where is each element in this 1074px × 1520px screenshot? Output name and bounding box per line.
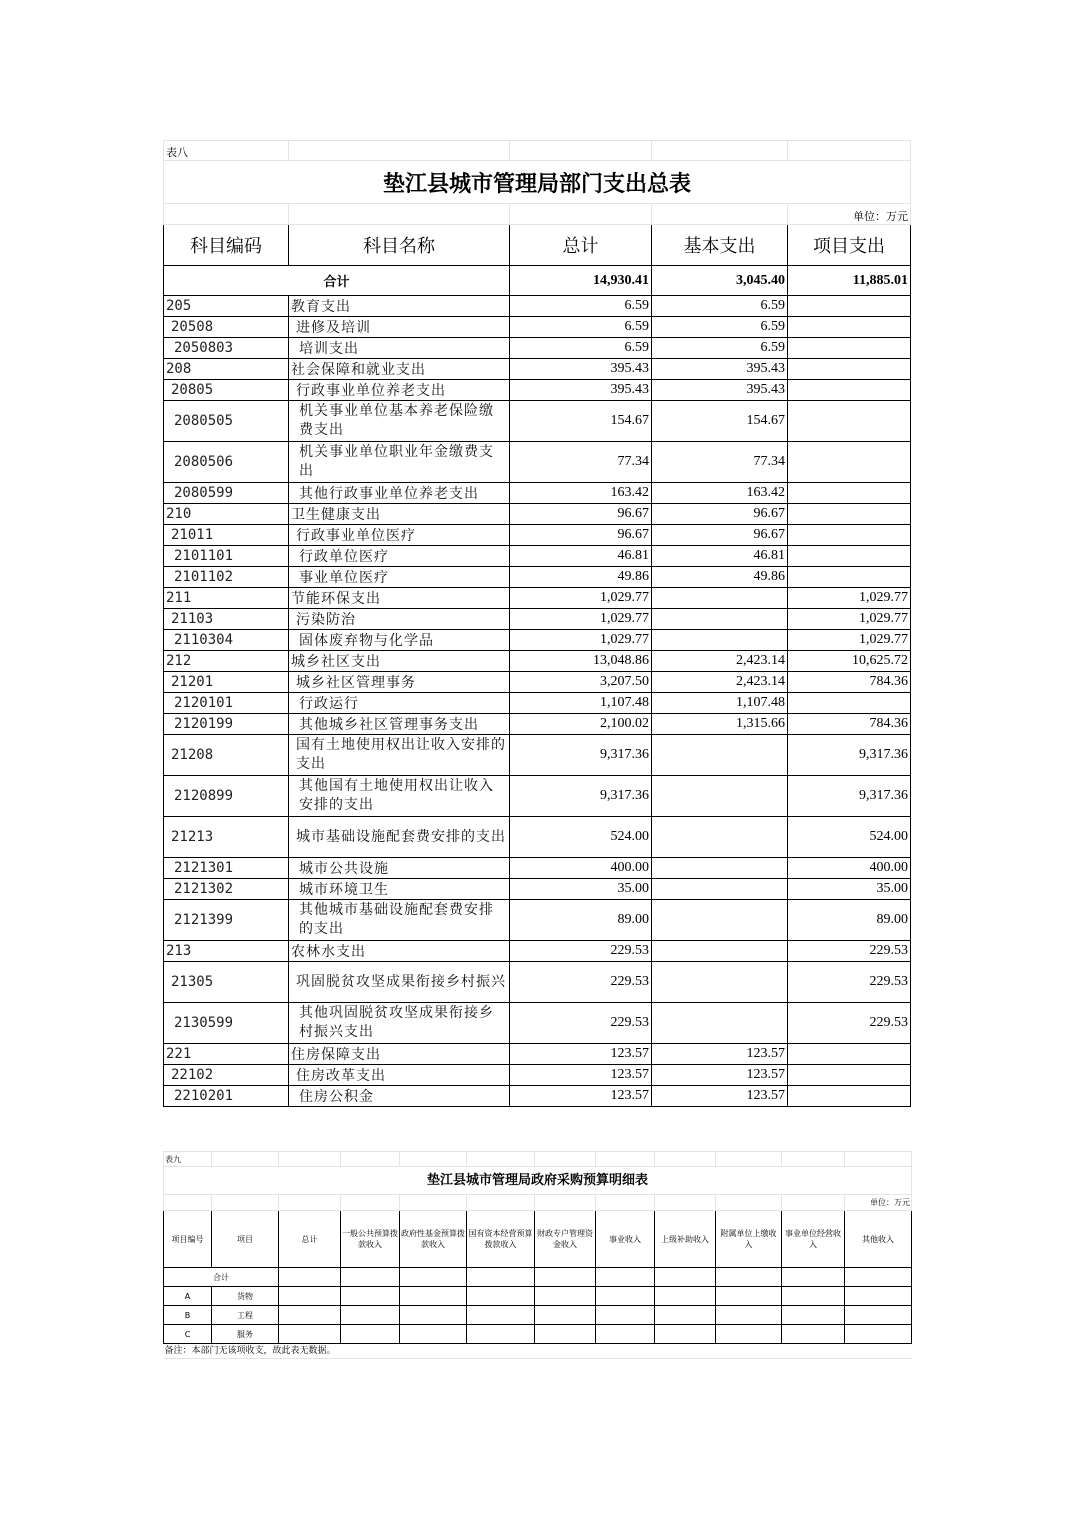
subject-code: 21305 [164, 962, 289, 1003]
subject-name: 行政事业单位医疗 [289, 525, 510, 546]
project-value: 524.00 [788, 817, 911, 858]
total-value: 395.43 [510, 359, 652, 380]
subject-name: 巩固脱贫攻坚成果衔接乡村振兴 [289, 962, 510, 1003]
basic-value: 77.34 [652, 442, 788, 483]
table-row [164, 525, 911, 546]
total-value: 77.34 [510, 442, 652, 483]
expenditure-summary-table [163, 140, 911, 1107]
table-row [164, 693, 911, 714]
header-name: 科目名称 [289, 225, 510, 266]
table-row [164, 858, 911, 879]
header-code: 科目编码 [164, 225, 289, 266]
subject-code: 2120199 [164, 714, 289, 735]
project-value [788, 1044, 911, 1065]
table9-empty-cell [782, 1287, 845, 1306]
basic-value [652, 630, 788, 651]
table-row [164, 879, 911, 900]
table9-empty-cell [279, 1325, 341, 1344]
table9-item-name: 货物 [212, 1287, 279, 1306]
project-value [788, 338, 911, 359]
total-value: 9,317.36 [510, 776, 652, 817]
total-value: 524.00 [510, 817, 652, 858]
table-row [164, 900, 911, 941]
table-row [164, 776, 911, 817]
table9-empty-cell [845, 1325, 912, 1344]
table-row [164, 1044, 911, 1065]
project-value: 229.53 [788, 941, 911, 962]
basic-value: 395.43 [652, 359, 788, 380]
table9-tag-row [164, 1152, 912, 1167]
project-value [788, 359, 911, 380]
total-value: 35.00 [510, 879, 652, 900]
table-row [164, 714, 911, 735]
table-row [164, 359, 911, 380]
basic-value [652, 941, 788, 962]
basic-value [652, 817, 788, 858]
table-row [164, 442, 911, 483]
project-value: 9,317.36 [788, 735, 911, 776]
table9-item-code: B [164, 1306, 212, 1325]
subject-code: 2080506 [164, 442, 289, 483]
table-row [164, 567, 911, 588]
subject-name: 其他巩固脱贫攻坚成果衔接乡村振兴支出 [289, 1003, 510, 1044]
table9-empty-cell [716, 1325, 782, 1344]
project-value: 784.36 [788, 672, 911, 693]
basic-value: 96.67 [652, 504, 788, 525]
table-row [164, 588, 911, 609]
subject-code: 21201 [164, 672, 289, 693]
basic-value [652, 962, 788, 1003]
total-value: 1,029.77 [510, 609, 652, 630]
project-value [788, 504, 911, 525]
table-row [164, 546, 911, 567]
table9-header-cell: 国有资本经营预算拨款收入 [467, 1211, 535, 1268]
project-value [788, 317, 911, 338]
subject-name: 其他行政事业单位养老支出 [289, 483, 510, 504]
subject-name: 培训支出 [289, 338, 510, 359]
basic-value: 123.57 [652, 1044, 788, 1065]
table-row [164, 296, 911, 317]
table9-header-cell: 上级补助收入 [655, 1211, 716, 1268]
subject-name: 机关事业单位基本养老保险缴费支出 [289, 401, 510, 442]
total-value: 123.57 [510, 1044, 652, 1065]
subject-name: 其他城乡社区管理事务支出 [289, 714, 510, 735]
total-value: 89.00 [510, 900, 652, 941]
subject-name: 机关事业单位职业年金缴费支出 [289, 442, 510, 483]
table9-item-code: A [164, 1287, 212, 1306]
subject-name: 住房保障支出 [289, 1044, 510, 1065]
table-row [164, 338, 911, 359]
subject-code: 211 [164, 588, 289, 609]
subject-name: 城市环境卫生 [289, 879, 510, 900]
table-row [164, 1003, 911, 1044]
table9-empty-cell [341, 1287, 400, 1306]
table9-header-cell: 项目编号 [164, 1211, 212, 1268]
subject-name: 其他城市基础设施配套费安排的支出 [289, 900, 510, 941]
subject-name: 污染防治 [289, 609, 510, 630]
total-row [164, 266, 911, 296]
total-value: 2,100.02 [510, 714, 652, 735]
basic-value: 96.67 [652, 525, 788, 546]
subject-code: 2210201 [164, 1086, 289, 1107]
project-value [788, 567, 911, 588]
header-basic: 基本支出 [652, 225, 788, 266]
table-row [164, 504, 911, 525]
subject-code: 2110304 [164, 630, 289, 651]
total-value: 400.00 [510, 858, 652, 879]
table9-empty-cell [341, 1325, 400, 1344]
table9-empty-cell [596, 1287, 655, 1306]
table9-header-cell: 事业单位经营收入 [782, 1211, 845, 1268]
subject-name: 社会保障和就业支出 [289, 359, 510, 380]
table-row [164, 672, 911, 693]
table9-header-cell: 项目 [212, 1211, 279, 1268]
total-value: 395.43 [510, 380, 652, 401]
total-value: 123.57 [510, 1065, 652, 1086]
table9-empty-cell [655, 1306, 716, 1325]
project-value: 10,625.72 [788, 651, 911, 672]
project-value [788, 525, 911, 546]
table9-header-cell: 事业收入 [596, 1211, 655, 1268]
table9-empty-cell [655, 1325, 716, 1344]
table9-empty-cell [782, 1325, 845, 1344]
table9-empty-cell [716, 1306, 782, 1325]
total-value: 6.59 [510, 317, 652, 338]
total-value: 46.81 [510, 546, 652, 567]
project-value: 89.00 [788, 900, 911, 941]
table9-empty-cell [400, 1306, 467, 1325]
table9-empty-cell [400, 1287, 467, 1306]
table9-unit-row [164, 1195, 912, 1211]
subject-code: 21103 [164, 609, 289, 630]
project-value: 1,029.77 [788, 609, 911, 630]
basic-value [652, 858, 788, 879]
basic-value [652, 609, 788, 630]
total-value: 229.53 [510, 962, 652, 1003]
subject-code: 2121399 [164, 900, 289, 941]
basic-value: 6.59 [652, 338, 788, 359]
project-value [788, 401, 911, 442]
subject-code: 212 [164, 651, 289, 672]
table9-empty-cell [467, 1325, 535, 1344]
total-value: 13,048.86 [510, 651, 652, 672]
table-row [164, 483, 911, 504]
total-value: 154.67 [510, 401, 652, 442]
table-row [164, 1065, 911, 1086]
table-row [164, 609, 911, 630]
project-value: 229.53 [788, 1003, 911, 1044]
table9-empty-cell [535, 1287, 596, 1306]
table9-total-label: 合计 [164, 1268, 279, 1287]
basic-value [652, 735, 788, 776]
table9-item-code: C [164, 1325, 212, 1344]
basic-value [652, 1003, 788, 1044]
table9-title: 垫江县城市管理局政府采购预算明细表 [164, 1167, 912, 1195]
table9-empty-cell [341, 1306, 400, 1325]
subject-name: 节能环保支出 [289, 588, 510, 609]
project-value: 1,029.77 [788, 588, 911, 609]
basic-value: 6.59 [652, 317, 788, 338]
project-value: 9,317.36 [788, 776, 911, 817]
table9-empty-cell [596, 1306, 655, 1325]
project-value [788, 693, 911, 714]
subject-name: 行政事业单位养老支出 [289, 380, 510, 401]
table9-empty-cell [596, 1325, 655, 1344]
basic-value: 163.42 [652, 483, 788, 504]
table9-tag: 表九 [164, 1152, 212, 1167]
subject-name: 住房改革支出 [289, 1065, 510, 1086]
total-value: 1,029.77 [510, 630, 652, 651]
total-value: 6.59 [510, 296, 652, 317]
project-value: 400.00 [788, 858, 911, 879]
table9-note-row [164, 1344, 912, 1359]
subject-code: 205 [164, 296, 289, 317]
table9-item-name: 服务 [212, 1325, 279, 1344]
table9-header-cell: 一般公共预算拨款收入 [341, 1211, 400, 1268]
title-row [164, 161, 911, 204]
subject-name: 进修及培训 [289, 317, 510, 338]
header-project: 项目支出 [788, 225, 911, 266]
subject-code: 2121301 [164, 858, 289, 879]
subject-code: 2080505 [164, 401, 289, 442]
project-value [788, 1086, 911, 1107]
table9-empty-cell [467, 1306, 535, 1325]
subject-code: 2101102 [164, 567, 289, 588]
basic-value [652, 879, 788, 900]
table9-header-row [164, 1211, 912, 1268]
table9-empty-cell [535, 1325, 596, 1344]
project-value: 35.00 [788, 879, 911, 900]
subject-code: 21208 [164, 735, 289, 776]
table9-unit: 单位：万元 [845, 1195, 912, 1211]
table-row [164, 380, 911, 401]
table9-item-name: 工程 [212, 1306, 279, 1325]
table9-empty-cell [279, 1306, 341, 1325]
subject-code: 2130599 [164, 1003, 289, 1044]
total-value: 1,107.48 [510, 693, 652, 714]
subject-name: 城乡社区支出 [289, 651, 510, 672]
table-row [164, 962, 911, 1003]
table9-empty-cell [845, 1306, 912, 1325]
procurement-budget-table [163, 1151, 912, 1359]
subject-code: 2120101 [164, 693, 289, 714]
table9-row [164, 1306, 912, 1325]
table9-note: 备注：本部门无该项收支，故此表无数据。 [164, 1344, 912, 1359]
subject-name: 固体废弃物与化学品 [289, 630, 510, 651]
total-value: 49.86 [510, 567, 652, 588]
total-value: 229.53 [510, 1003, 652, 1044]
table-row [164, 1086, 911, 1107]
total-value: 6.59 [510, 338, 652, 359]
total-value: 123.57 [510, 1086, 652, 1107]
table9-total-row [164, 1268, 912, 1287]
total-basic: 3,045.40 [652, 266, 788, 296]
total-value: 9,317.36 [510, 735, 652, 776]
subject-code: 221 [164, 1044, 289, 1065]
subject-name: 农林水支出 [289, 941, 510, 962]
basic-value: 395.43 [652, 380, 788, 401]
basic-value: 49.86 [652, 567, 788, 588]
basic-value: 1,315.66 [652, 714, 788, 735]
project-value [788, 1065, 911, 1086]
basic-value: 123.57 [652, 1086, 788, 1107]
total-label: 合计 [164, 266, 510, 296]
subject-code: 208 [164, 359, 289, 380]
project-value: 784.36 [788, 714, 911, 735]
expenditure-rows [164, 296, 911, 1107]
basic-value: 123.57 [652, 1065, 788, 1086]
unit-row [164, 204, 911, 225]
header-row [164, 225, 911, 266]
table9-row [164, 1287, 912, 1306]
subject-name: 行政单位医疗 [289, 546, 510, 567]
table9-header-cell: 其他收入 [845, 1211, 912, 1268]
basic-value: 2,423.14 [652, 651, 788, 672]
subject-code: 20508 [164, 317, 289, 338]
table9-empty-cell [467, 1287, 535, 1306]
subject-code: 210 [164, 504, 289, 525]
table9-empty-cell [535, 1306, 596, 1325]
basic-value [652, 900, 788, 941]
table9-header-cell: 政府性基金预算拨款收入 [400, 1211, 467, 1268]
table-row [164, 630, 911, 651]
subject-code: 22102 [164, 1065, 289, 1086]
table-row [164, 817, 911, 858]
table9-empty-cell [655, 1287, 716, 1306]
subject-name: 卫生健康支出 [289, 504, 510, 525]
table9-header-cell: 附属单位上缴收入 [716, 1211, 782, 1268]
table9-row [164, 1325, 912, 1344]
unit-label: 单位：万元 [788, 204, 911, 225]
basic-value: 2,423.14 [652, 672, 788, 693]
subject-name: 国有土地使用权出让收入安排的支出 [289, 735, 510, 776]
table-row [164, 401, 911, 442]
table-row [164, 941, 911, 962]
table9-empty-cell [400, 1325, 467, 1344]
subject-code: 2050803 [164, 338, 289, 359]
subject-name: 城市基础设施配套费安排的支出 [289, 817, 510, 858]
subject-code: 213 [164, 941, 289, 962]
subject-code: 21213 [164, 817, 289, 858]
total-value: 3,207.50 [510, 672, 652, 693]
total-value: 96.67 [510, 504, 652, 525]
subject-code: 2101101 [164, 546, 289, 567]
table9-title-row [164, 1167, 912, 1195]
subject-code: 21011 [164, 525, 289, 546]
basic-value: 1,107.48 [652, 693, 788, 714]
table-row [164, 317, 911, 338]
table9-header-cell: 财政专户管理资金收入 [535, 1211, 596, 1268]
subject-name: 事业单位医疗 [289, 567, 510, 588]
subject-code: 20805 [164, 380, 289, 401]
table-title: 垫江县城市管理局部门支出总表 [164, 161, 911, 204]
table9-header-cell: 总计 [279, 1211, 341, 1268]
subject-name: 其他国有土地使用权出让收入安排的支出 [289, 776, 510, 817]
basic-value: 154.67 [652, 401, 788, 442]
basic-value: 6.59 [652, 296, 788, 317]
table-row [164, 735, 911, 776]
basic-value [652, 588, 788, 609]
project-value [788, 546, 911, 567]
project-value [788, 483, 911, 504]
table9-empty-cell [716, 1287, 782, 1306]
subject-code: 2080599 [164, 483, 289, 504]
total-total: 14,930.41 [510, 266, 652, 296]
header-total: 总计 [510, 225, 652, 266]
basic-value: 46.81 [652, 546, 788, 567]
subject-code: 2120899 [164, 776, 289, 817]
table-tag: 表八 [164, 141, 289, 161]
basic-value [652, 776, 788, 817]
subject-code: 2121302 [164, 879, 289, 900]
project-value [788, 380, 911, 401]
subject-name: 教育支出 [289, 296, 510, 317]
table9-empty-cell [782, 1306, 845, 1325]
table9-empty-cell [845, 1287, 912, 1306]
subject-name: 城市公共设施 [289, 858, 510, 879]
subject-name: 行政运行 [289, 693, 510, 714]
subject-name: 城乡社区管理事务 [289, 672, 510, 693]
project-value [788, 442, 911, 483]
table-row [164, 651, 911, 672]
project-value: 1,029.77 [788, 630, 911, 651]
subject-name: 住房公积金 [289, 1086, 510, 1107]
table-tag-row [164, 141, 911, 161]
total-project: 11,885.01 [788, 266, 911, 296]
total-value: 163.42 [510, 483, 652, 504]
project-value [788, 296, 911, 317]
total-value: 96.67 [510, 525, 652, 546]
table9-empty-cell [279, 1287, 341, 1306]
table9-rows [164, 1287, 912, 1344]
total-value: 229.53 [510, 941, 652, 962]
project-value: 229.53 [788, 962, 911, 1003]
total-value: 1,029.77 [510, 588, 652, 609]
